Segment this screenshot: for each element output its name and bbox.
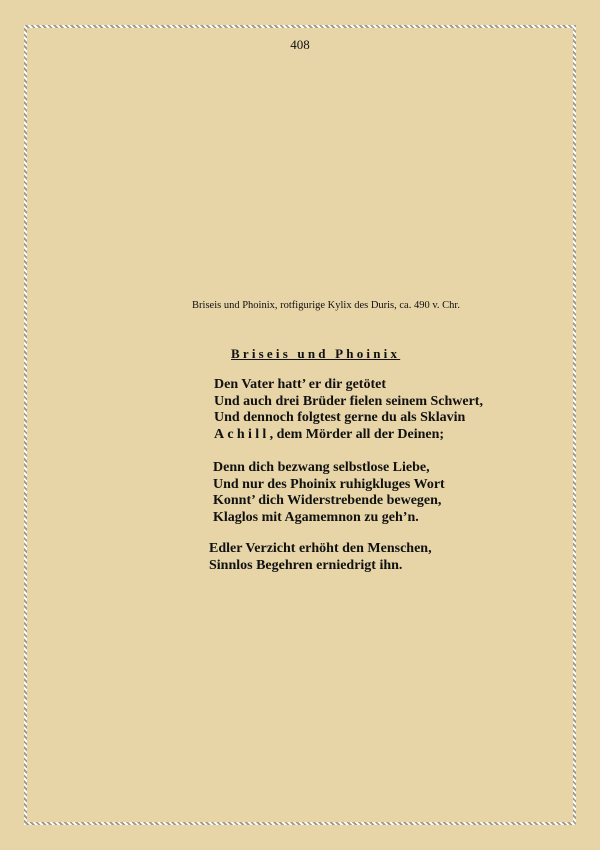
poem-stanza-2: [213, 460, 445, 526]
spaced-name: Achill: [214, 426, 270, 442]
poem-line: Und nur des Phoinix ruhigkluges Wort: [213, 476, 445, 492]
poem-line: [214, 427, 483, 444]
poem-title: Briseis und Phoinix: [231, 346, 401, 361]
poem-stanza-1: [214, 377, 483, 443]
poem-line-rest: , dem Mörder all der Deinen;: [269, 426, 445, 442]
poem-line: Klaglos mit Agamemnon zu geh’n.: [213, 509, 419, 525]
image-caption: Briseis und Phoinix, rotfigurige Kylix des Duris, ca. 490 v. Chr.: [192, 300, 460, 311]
page-number: 408: [290, 37, 310, 52]
poem-line: Denn dich bezwang selbstlose Liebe,: [213, 460, 430, 475]
poem-line: Edler Verzicht erhöht den Menschen,: [209, 541, 432, 556]
poem-line: Und auch drei Brüder fielen seinem Schwert,: [214, 393, 483, 409]
poem-line: Und dennoch folgtest gerne du als Sklavin: [214, 410, 466, 426]
poem-line: Den Vater hatt’ er dir getötet: [214, 377, 386, 392]
poem-stanza-3: [209, 541, 432, 574]
poem-line: Sinnlos Begehren erniedrigt ihn.: [209, 557, 403, 573]
poem-line: Konnt’ dich Widerstrebende bewegen,: [213, 493, 442, 509]
